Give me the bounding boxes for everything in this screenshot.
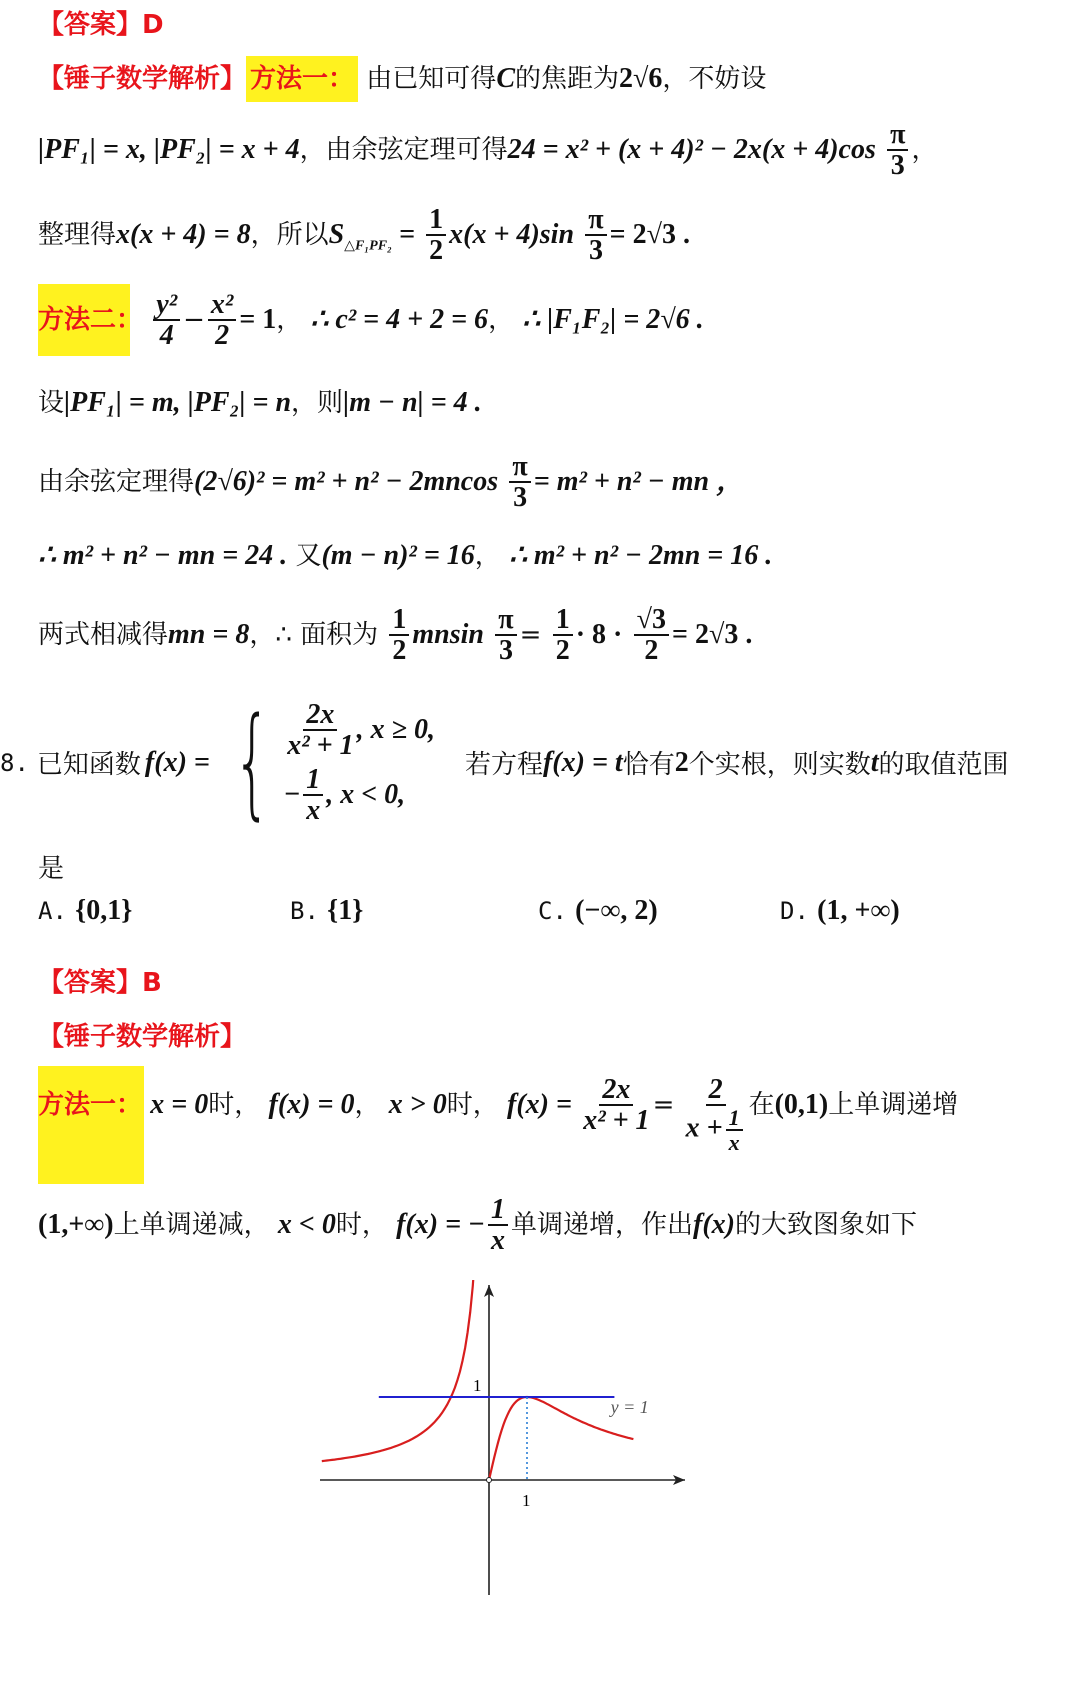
s1-l3-a: 整理得	[38, 219, 117, 250]
q8-line	[0, 692, 1009, 832]
s2-line1: 方法二： $\frac{\text{y²}}{4}$ − $\frac{\text{x²}}{2}$ = 1， ∴ c² = 4 + 2 = 6， ∴ |F₁F₂| = 2√6 .	[38, 289, 704, 352]
frac-1-2: $\frac{1}{2}$	[426, 205, 446, 266]
frac-x2-2: $\frac{\text{x²}}{2}$	[208, 290, 236, 351]
s2-l4-c: (m − n)² = 16	[321, 540, 475, 571]
q8-post2: 个实根，则实数	[688, 750, 871, 781]
frac-1-x: $\frac{1}{x}$	[488, 1195, 508, 1256]
q8-fx: f(x) =	[144, 746, 210, 778]
s1-l3-b: x(x + 4) = 8	[116, 218, 251, 250]
frac-pi-3: $\frac{\pi}{3}$	[887, 120, 908, 181]
s2-l5-d: mnsin	[412, 618, 485, 650]
q8-two: 2	[674, 746, 689, 778]
s2-l1-c: ∴ |F₁F₂| = 2√6 .	[522, 303, 704, 335]
piecewise-cases	[284, 700, 435, 826]
case-1: $\frac{2x}{\text{x² + 1}}$ , x ≥ 0,	[287, 699, 435, 762]
y-tick-label: 1	[473, 1376, 482, 1395]
s2-l3-b: (2√6)² = m² + n² − 2mncos	[194, 465, 499, 497]
s1-end: ，不妨设	[662, 64, 767, 94]
answer	[38, 962, 162, 999]
s2-l5-a: 两式相减得	[38, 619, 169, 650]
s1-text: 由已知可得	[366, 64, 497, 94]
prev-answer	[38, 4, 164, 41]
answer-value: D	[142, 10, 164, 40]
s1-l3-d: x(x + 4)sin	[449, 218, 575, 250]
frac-pi-3: $\frac{\pi}{3}$	[509, 452, 530, 513]
answer-label: 【答案】	[38, 10, 143, 40]
var-c: C	[496, 63, 515, 94]
option-c[interactable]: C. (−∞, 2)	[538, 895, 658, 926]
s2-l5-b: mn = 8	[168, 618, 250, 650]
method1-label: 方法一：	[246, 56, 358, 102]
frac-1-x: $\frac{1}{x}$	[303, 765, 323, 826]
s1-line2: |PF₁| = x, |PF₂| = x + 4，由余弦定理可得24 = x² + (x + 4)² − 2x(x + 4)cos $\frac{\pi}{3}$ ，	[38, 119, 938, 182]
option-d[interactable]: D. (1, +∞)	[780, 895, 900, 926]
eight-dot: · 8 ·	[575, 618, 623, 650]
left-curve	[322, 1280, 476, 1461]
q8-eq: f(x) = t	[542, 746, 623, 778]
s1-rest: 的焦距为	[515, 64, 620, 94]
option-b[interactable]: B. {1}	[290, 895, 364, 926]
s2-l4-a: ∴ m² + n² − mn = 24 .	[38, 540, 288, 571]
line-label: y = 1	[610, 1397, 649, 1417]
s2-l2-d: |m − n| = 4 .	[343, 387, 482, 418]
q8-pre: 已知函数	[36, 750, 141, 781]
origin-open-dot	[487, 1478, 492, 1483]
s2-line2	[38, 382, 482, 419]
q8-post3: 的取值范围	[878, 750, 1009, 781]
method1b-label: 方法一：	[38, 1089, 143, 1120]
q8-post: 恰有	[622, 750, 675, 781]
frac-2x-x2p1: $\frac{2x}{\text{x² + 1}}$	[583, 1074, 650, 1137]
s2-l3-a: 由余弦定理得	[38, 466, 195, 497]
s2-l2-a: 设	[38, 388, 65, 418]
s2-l2-c: ，则	[291, 388, 344, 418]
s2-l3-c: = m² + n² − mn ，	[533, 465, 745, 497]
s1-l2-b: ，由余弦定理可得	[299, 134, 508, 165]
s2-l5-c: ，∴ 面积为	[249, 619, 379, 650]
s2-l1-b: ∴ c² = 4 + 2 = 6	[310, 303, 489, 335]
frac-1-2: $\frac{1}{2}$	[389, 605, 409, 666]
frac-pi-3: $\frac{\pi}{3}$	[495, 605, 516, 666]
s1-val: 2√6	[619, 63, 663, 94]
frac-pi-3: $\frac{\pi}{3}$	[585, 205, 606, 266]
x-tick-label: 1	[522, 1491, 531, 1510]
option-a[interactable]: A. {0,1}	[38, 895, 133, 926]
function-graph	[315, 1280, 715, 1600]
s2-l4-d: ∴ m² + n² − 2mn = 16 .	[509, 540, 773, 571]
answer-value: B	[142, 968, 162, 998]
s2-line4: ∴ m² + n² − mn = 24 . 又(m − n)² = 16， ∴ m² + n² − 2mn = 16 .	[38, 540, 773, 571]
q8-mid: 若方程	[464, 750, 543, 781]
axes	[320, 1285, 685, 1595]
frac-sqrt3-2: $\frac{√3}{2}$	[634, 605, 669, 666]
area-symbol: $S_{\triangle F_1PF_2}$ =	[328, 218, 415, 254]
frac-1-2: $\frac{1}{2}$	[553, 605, 573, 666]
analysis-label: 【锤子数学解析】	[38, 64, 247, 94]
s1-l2-a: |PF₁| = x, |PF₂| = x + 4	[38, 133, 300, 165]
frac-2x-x2p1: $\frac{2x}{\text{x² + 1}}$	[287, 699, 354, 762]
s2-line3	[38, 452, 744, 513]
q8-cont: 是	[38, 854, 65, 884]
s2-l1-eq: = 1	[239, 303, 277, 335]
s2-l5-e: = 2√3 .	[672, 618, 753, 650]
method2-label: 方法二：	[38, 304, 143, 335]
s1-l3-e: = 2√3 .	[609, 218, 690, 250]
q8-number: 8.	[0, 748, 29, 777]
piecewise-brace: {	[232, 692, 272, 832]
frac-2-xp1x: 2 x + $\frac{1}{x}$	[686, 1075, 746, 1155]
s3-line1: 方法一： x = 0时， f(x) = 0， x > 0时， f(x) = $\frac{2x}{\text{x² + 1}}$ = 2 x + $\frac{1}{x}$ 在(0,1)上单调递增	[38, 1074, 959, 1156]
s2-line5: 两式相减得mn = 8，∴ 面积为 $\frac{1}{2}$ mnsin $\frac{\pi}{3}$ = $\frac{1}{2}$ · 8 · $\frac{√3}{2}$ = 2√3 .	[38, 604, 753, 667]
s1-l3-c: ，所以	[250, 219, 329, 250]
frac-y2-4: $\frac{\text{y²}}{4}$	[153, 290, 180, 351]
s2-l2-b: |PF₁| = m, |PF₂| = n	[64, 387, 292, 418]
s2-l4-b: 又	[295, 541, 322, 571]
answer-label: 【答案】	[38, 968, 143, 998]
s3-line2: (1,+∞)上单调递减， x < 0时， f(x) = − $\frac{1}{x}$ 单调递增，作出f(x)的大致图象如下	[38, 1194, 918, 1257]
s1-l2-c: 24 = x² + (x + 4)² − 2x(x + 4)cos	[507, 133, 876, 165]
s1-line3	[38, 205, 690, 266]
s1-line1	[38, 58, 766, 95]
case-2: − $\frac{1}{x}$ , x < 0,	[284, 763, 406, 827]
q8-t: t	[870, 746, 879, 778]
analysis-heading: 【锤子数学解析】	[38, 1022, 247, 1052]
